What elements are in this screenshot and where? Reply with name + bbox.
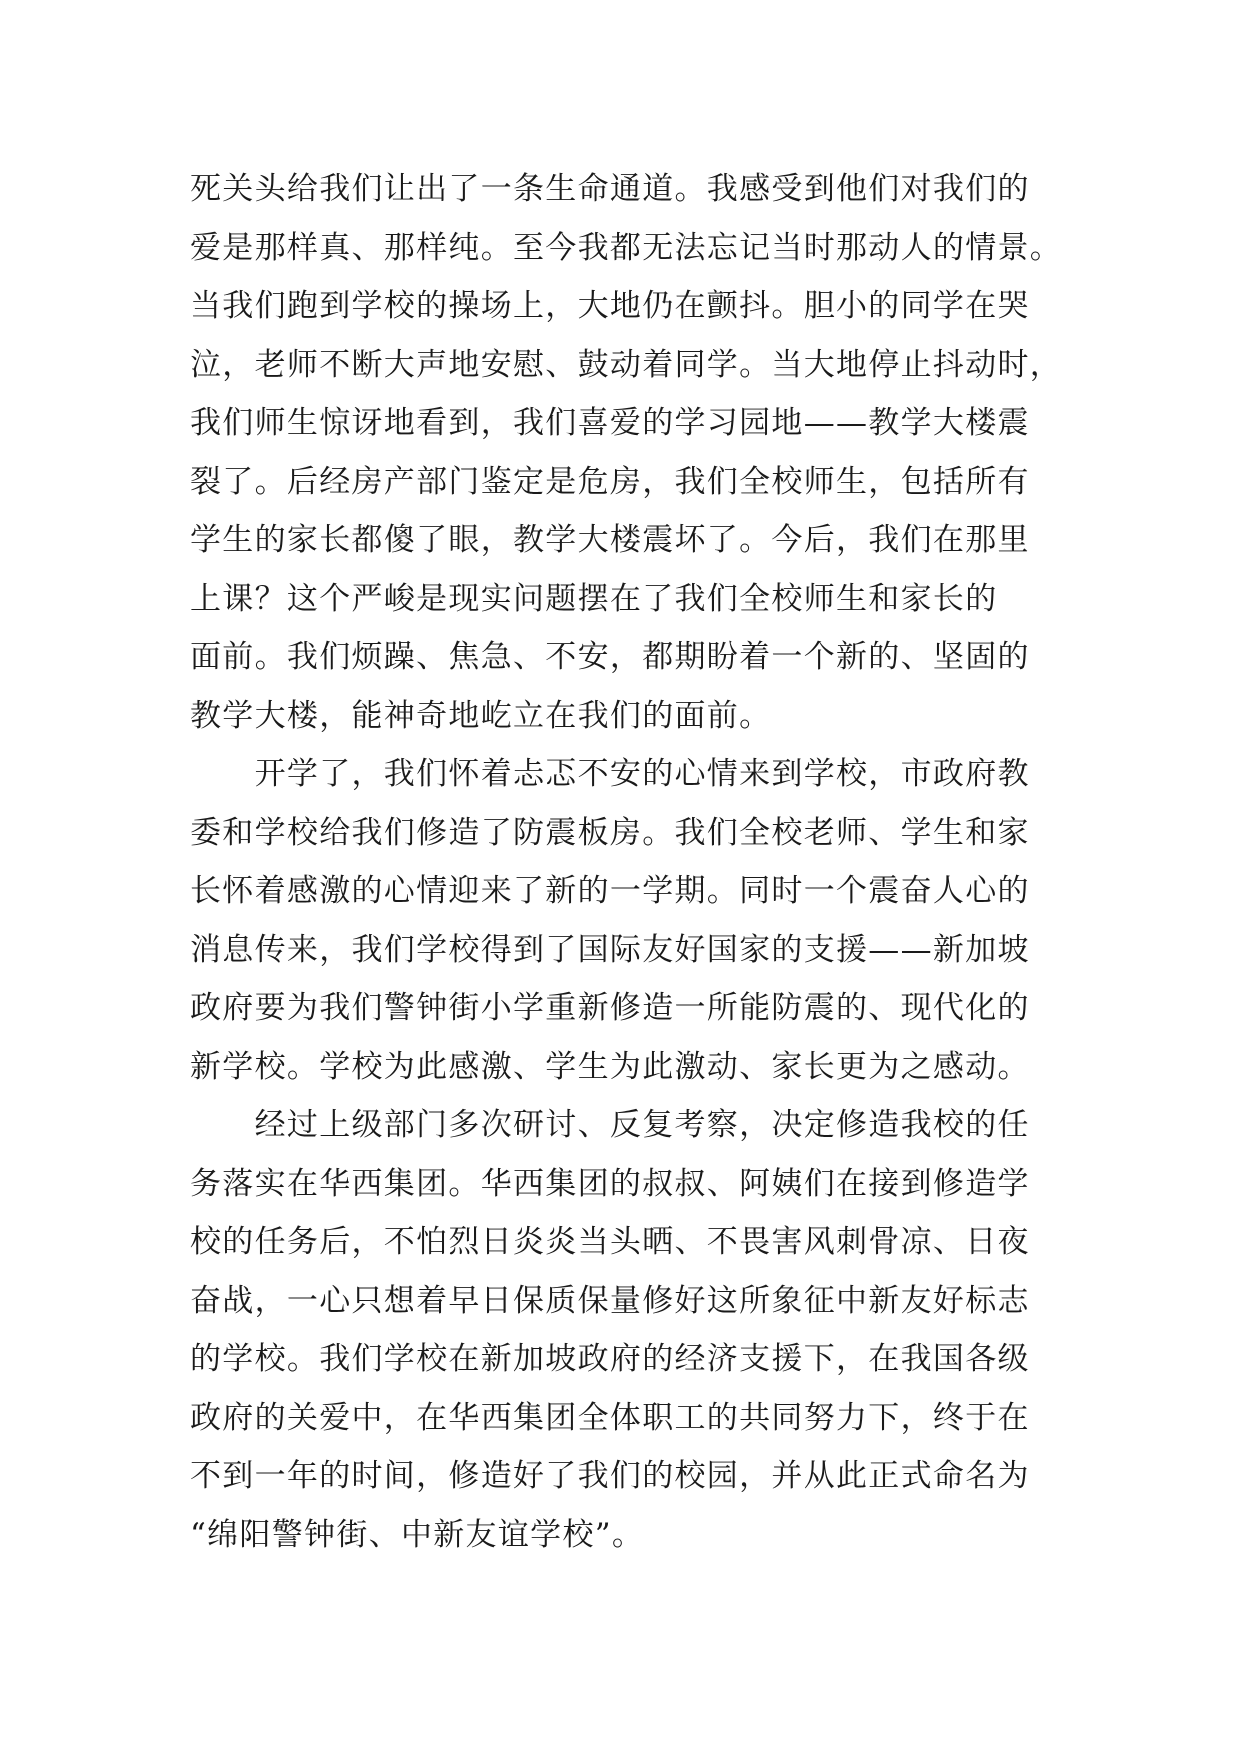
text-line: 委和学校给我们修造了防震板房。我们全校老师、学生和家 — [190, 814, 1030, 851]
text-line: 政府的关爱中，在华西集团全体职工的共同努力下，终于在 — [190, 1399, 1030, 1436]
text-line: 面前。我们烦躁、焦急、不安，都期盼着一个新的、坚固的 — [190, 639, 1030, 675]
text-line: 死关头给我们让出了一条生命通道。我感受到他们对我们的 — [190, 171, 1030, 207]
text-line: 泣，老师不断大声地安慰、鼓动着同学。当大地停止抖动时， — [190, 346, 1063, 383]
text-line: 教学大楼，能神奇地屹立在我们的面前。 — [190, 697, 772, 734]
text-line: 务落实在华西集团。华西集团的叔叔、阿姨们在接到修造学 — [190, 1165, 1030, 1202]
text-line: 政府要为我们警钟街小学重新修造一所能防震的、现代化的 — [190, 990, 1030, 1026]
text-line: 新学校。学校为此感激、学生为此激动、家长更为之感动。 — [190, 1048, 1030, 1085]
text-line: 爱是那样真、那样纯。至今我都无法忘记当时那动人的情景。 — [190, 229, 1063, 266]
text-line: 经过上级部门多次研讨、反复考察，决定修造我校的任 — [190, 1107, 1030, 1143]
text-line: 的学校。我们学校在新加坡政府的经济支援下，在我国各级 — [190, 1341, 1030, 1377]
text-line: 学生的家长都傻了眼，教学大楼震坏了。今后，我们在那里 — [190, 522, 1030, 558]
text-line: 上课？这个严峻是现实问题摆在了我们全校师生和家长的 — [190, 580, 998, 617]
text-line: 裂了。后经房产部门鉴定是危房，我们全校师生，包括所有 — [190, 463, 1030, 500]
text-line: 长怀着感激的心情迎来了新的一学期。同时一个震奋人心的 — [190, 873, 1030, 909]
text-line: 消息传来，我们学校得到了国际友好国家的支援——新加坡 — [190, 931, 1030, 968]
text-line: 当我们跑到学校的操场上，大地仍在颤抖。胆小的同学在哭 — [190, 288, 1030, 324]
text-line: 奋战，一心只想着早日保质保量修好这所象征中新友好标志 — [190, 1282, 1030, 1319]
text-line: 校的任务后，不怕烈日炎炎当头晒、不畏害风刺骨凉、日夜 — [190, 1224, 1030, 1260]
text-line: 不到一年的时间，修造好了我们的校园，并从此正式命名为 — [190, 1458, 1030, 1494]
text-line: 我们师生惊讶地看到，我们喜爱的学习园地——教学大楼震 — [190, 405, 1030, 441]
text-line: 开学了，我们怀着忐忑不安的心情来到学校，市政府教 — [190, 756, 1030, 792]
body-text — [190, 160, 1070, 1564]
text-line: “绵阳警钟街、中新友谊学校”。 — [190, 1516, 645, 1553]
